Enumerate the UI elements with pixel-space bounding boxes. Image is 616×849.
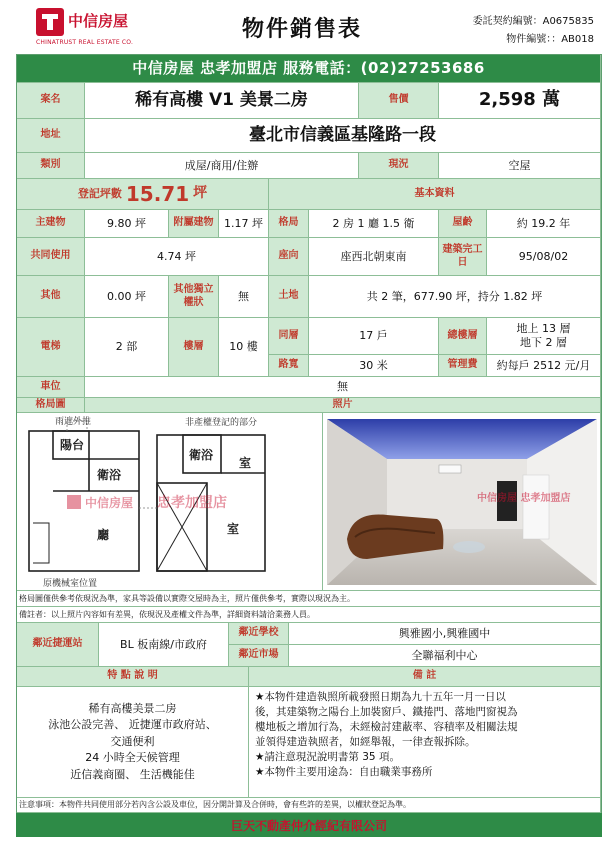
agency-banner: 中信房屋 忠孝加盟店 服務電話：(02)27253686 [17, 55, 601, 83]
parking-value: 無 [85, 377, 601, 398]
remark-line: ★請注意現況說明書第 35 項。 [255, 750, 400, 763]
features-header: 特 點 說 明 [17, 667, 249, 687]
notice-line-2: 備註者：以上照片內容如有差異，依現況及產權文件為準，詳細資料請洽業務人員。 [17, 607, 601, 623]
category-value: 成屋/商用/住辦 [85, 153, 359, 179]
land-value: 共 2 筆，677.90 坪，持分 1.82 坪 [309, 276, 601, 318]
address-label: 地址 [17, 119, 85, 153]
machine-room-text: 原機械室位置 [43, 579, 98, 589]
road-value: 30 米 [309, 355, 439, 377]
case-name-label: 案名 [17, 83, 85, 119]
other-value: 0.00 坪 [85, 276, 169, 318]
photos-label: 照片 [85, 398, 601, 413]
registered-area-cell [17, 179, 269, 210]
object-number: 物件編號：：AB018 [506, 34, 594, 45]
company-name-bar: 巨天不動產仲介經紀有限公司 [16, 813, 602, 837]
total-floors-below: 地下 2 層 [520, 336, 567, 349]
photo-cell [323, 413, 601, 591]
contract-number: 委託契約編號：A0675835 [472, 16, 594, 27]
floor-value: 10 樓 [219, 318, 269, 377]
orientation-label: 座向 [269, 238, 309, 276]
status-value: 空屋 [439, 153, 601, 179]
other-exclusive-label: 其他獨立權狀 [169, 276, 219, 318]
page-title: 物件銷售表 [242, 17, 363, 42]
case-name-value: 稀有高樓 V1 美景二房 [85, 83, 359, 119]
nearby-mrt-value: BL 板南線/市政府 [99, 623, 229, 667]
living-text: 廳 [97, 528, 110, 542]
other-label: 其他 [17, 276, 85, 318]
completion-value: 95/08/02 [487, 238, 601, 276]
price-label: 售價 [359, 83, 439, 119]
bath2-text: 衛浴 [189, 448, 214, 462]
nearby-school-value: 興雅國小,興雅國中 [289, 623, 601, 645]
total-floors-label: 總樓層 [439, 318, 487, 355]
remarks-content [249, 687, 601, 798]
price-value: 2,598 萬 [439, 83, 601, 119]
floor-plan-drawing [17, 413, 323, 591]
info-table [16, 54, 602, 824]
interior-photo [327, 419, 597, 585]
road-label: 路寬 [269, 355, 309, 377]
feature-line: 泳池公設完善、 近捷運市政府站、 [48, 718, 217, 732]
feature-line: 近信義商圈、 生活機能佳 [70, 767, 195, 781]
remark-line: 後，其建築物之陽台上加裝窗戶、鐵捲門、落地門窗視為 [255, 705, 518, 718]
plan-watermark-text: 中信房屋 [85, 496, 134, 510]
nearby-market-value: 全聯福利中心 [289, 645, 601, 667]
footer-notice: 注意事項：本物件共同使用部分若內含公設及車位，因分開計算及合併時，會有些許的差異，以權狀登記為準。 [17, 798, 601, 813]
remark-line: 樓地板之增加行為，未經檢討建蔽率、容積率及相關法規 [255, 720, 518, 733]
logo-text: 中信房屋 [68, 12, 129, 30]
management-fee-value: 約每戶 2512 元/月 [487, 355, 601, 377]
address-value: 臺北市信義區基隆路一段 [85, 119, 601, 153]
attached-building-label: 附屬建物 [169, 210, 219, 238]
plan-watermark-text2: 忠孝加盟店 [157, 495, 227, 511]
bath1-text: 衛浴 [97, 468, 122, 482]
nearby-market-label: 鄰近市場 [229, 645, 289, 667]
floor-plan-label: 格局圖 [17, 398, 85, 413]
age-label: 屋齡 [439, 210, 487, 238]
logo-mark-icon [36, 8, 64, 36]
nearby-school-label: 鄰近學校 [229, 623, 289, 645]
total-floors-above: 地上 13 層 [516, 322, 571, 336]
households-value: 17 戶 [309, 318, 439, 355]
floor-plan-cell [17, 413, 323, 591]
total-floors-value [487, 318, 601, 355]
feature-line: 24 小時全天候管理 [85, 751, 180, 765]
management-fee-label: 管理費 [439, 355, 487, 377]
feature-line: 交通便利 [110, 734, 155, 748]
remark-line: 並領得建造執照者，如經舉報，一律查報拆除。 [255, 735, 476, 748]
layout-label: 格局 [269, 210, 309, 238]
company-logo [36, 8, 136, 50]
remark-line: ★本物件主要用途為：自由職業事務所 [255, 765, 433, 778]
nearby-mrt-label: 鄰近捷運站 [17, 623, 99, 667]
balcony-text: 陽台 [60, 438, 85, 452]
common-use-label: 共同使用 [17, 238, 85, 276]
notice-line-1: 格局圖僅供參考依現況為準，家具等設備以實際交屋時為主，照片僅供參考，實際以現況為主。 [17, 591, 601, 607]
feature-line: 稀有高樓美景二房 [88, 701, 177, 715]
land-label: 土地 [269, 276, 309, 318]
households-label: 同層 [269, 318, 309, 355]
elevator-value: 2 部 [85, 318, 169, 377]
category-label: 類別 [17, 153, 85, 179]
room1-text: 室 [239, 456, 252, 470]
main-building-value: 9.80 坪 [85, 210, 169, 238]
elevator-label: 電梯 [17, 318, 85, 377]
registered-area-label: 登記坪數 [77, 187, 122, 201]
balcony-extension-text: 雨遮外推 [55, 417, 92, 427]
non-exclusive-text: 非產權登記的部分 [185, 418, 258, 428]
orientation-value: 座西北朝東南 [309, 238, 439, 276]
parking-label: 車位 [17, 377, 85, 398]
room2-text: 室 [227, 522, 240, 536]
age-value: 約 19.2 年 [487, 210, 601, 238]
features-content [17, 687, 249, 798]
status-label: 現況 [359, 153, 439, 179]
remark-line: ★本物件建造執照所載發照日期為九十五年一月一日以 [255, 691, 506, 703]
layout-value: 2 房 1 廳 1.5 衛 [309, 210, 439, 238]
common-use-value: 4.74 坪 [85, 238, 269, 276]
registered-area-unit: 坪 [193, 185, 208, 202]
registered-area-value: 15.71 [125, 181, 190, 206]
main-building-label: 主建物 [17, 210, 85, 238]
completion-label: 建築完工日 [439, 238, 487, 276]
floor-label: 樓層 [169, 318, 219, 377]
attached-building-value: 1.17 坪 [219, 210, 269, 238]
logo-english-text: CHINATRUST REAL ESTATE CO. [36, 39, 134, 46]
photo-watermark-text: 中信房屋 忠孝加盟店 [477, 493, 571, 504]
watermark-logo-icon [67, 495, 81, 509]
remarks-header: 備 註 [249, 667, 601, 687]
basic-info-header: 基本資料 [269, 179, 601, 210]
other-exclusive-value: 無 [219, 276, 269, 318]
